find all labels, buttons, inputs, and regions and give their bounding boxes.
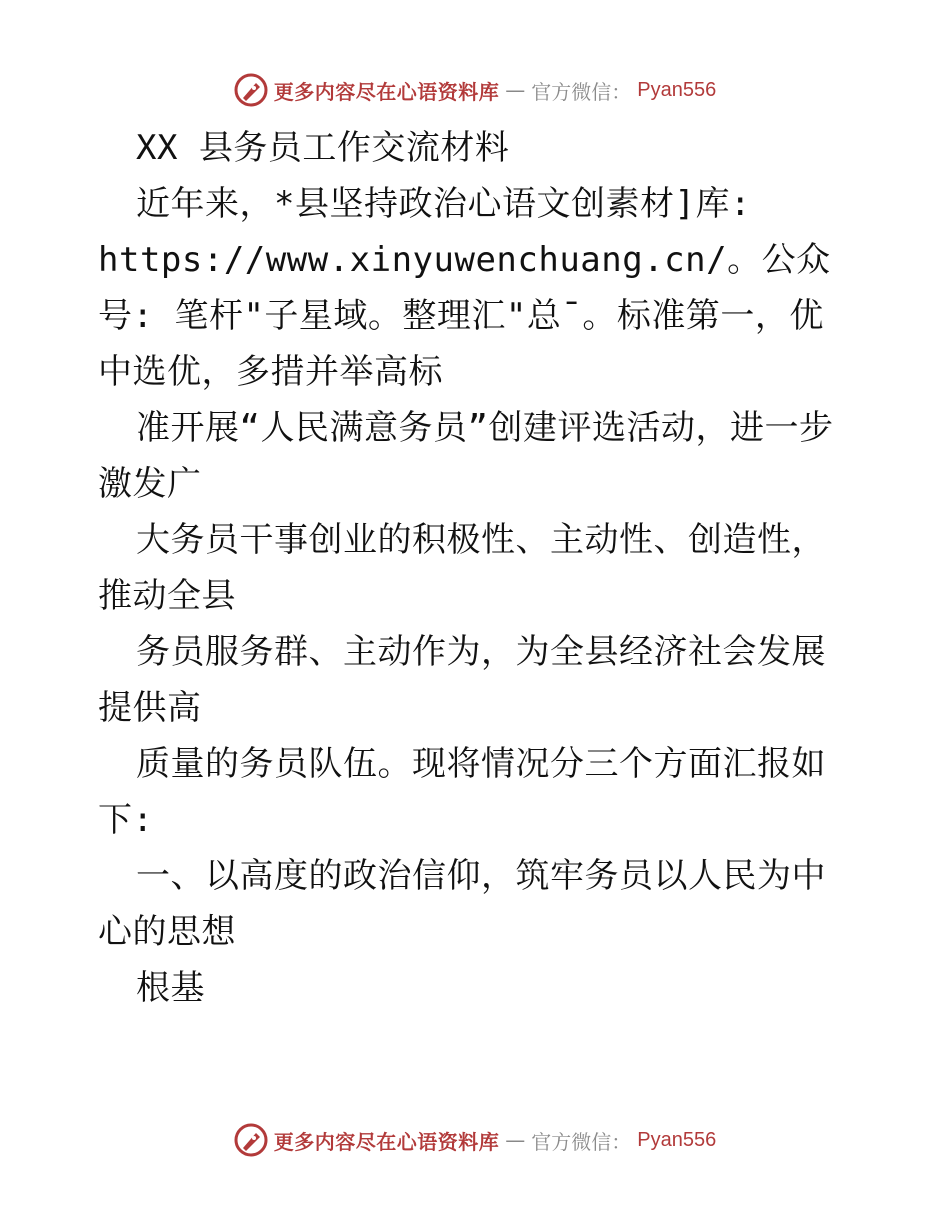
banner-dash: — (505, 78, 526, 102)
banner-dash: — (505, 1128, 526, 1152)
pen-nib-logo-icon (234, 1123, 268, 1157)
wechat-id: Pyan556 (637, 1128, 717, 1151)
footer-banner (0, 1120, 950, 1160)
paragraph: https://www.xinyuwenchuang.cn/。公众号: 笔杆"子星域。整理汇"总¯。标准第一，优中选优，多措并举高标 (98, 240, 831, 392)
paragraph: 根基 (136, 968, 205, 1008)
section-heading: 一、以高度的政治信仰，筑牢务员以人民为中心的思想 (98, 856, 826, 952)
pen-nib-logo-icon (234, 73, 268, 107)
paragraph: 质量的务员队伍。现将情况分三个方面汇报如下: (98, 744, 826, 840)
paragraph: 准开展“人民满意务员”创建评选活动，进一步激发广 (98, 408, 834, 504)
wechat-label: 官方微信： (531, 1129, 632, 1154)
paragraph: 大务员干事创业的积极性、主动性、创造性，推动全县 (98, 520, 826, 616)
paragraph: 务员服务群、主动作为，为全县经济社会发展提供高 (98, 632, 826, 728)
document-title: XX 县务员工作交流材料 (136, 128, 510, 168)
brand-text: 更多内容尽在心语资料库 (273, 79, 500, 104)
wechat-id: Pyan556 (637, 78, 717, 101)
paragraph: 近年来，*县坚持政治心语文创素材]库: (136, 184, 751, 224)
header-banner (0, 70, 950, 110)
brand-text: 更多内容尽在心语资料库 (273, 1129, 500, 1154)
wechat-label: 官方微信： (531, 79, 632, 104)
document-body (98, 120, 858, 1016)
